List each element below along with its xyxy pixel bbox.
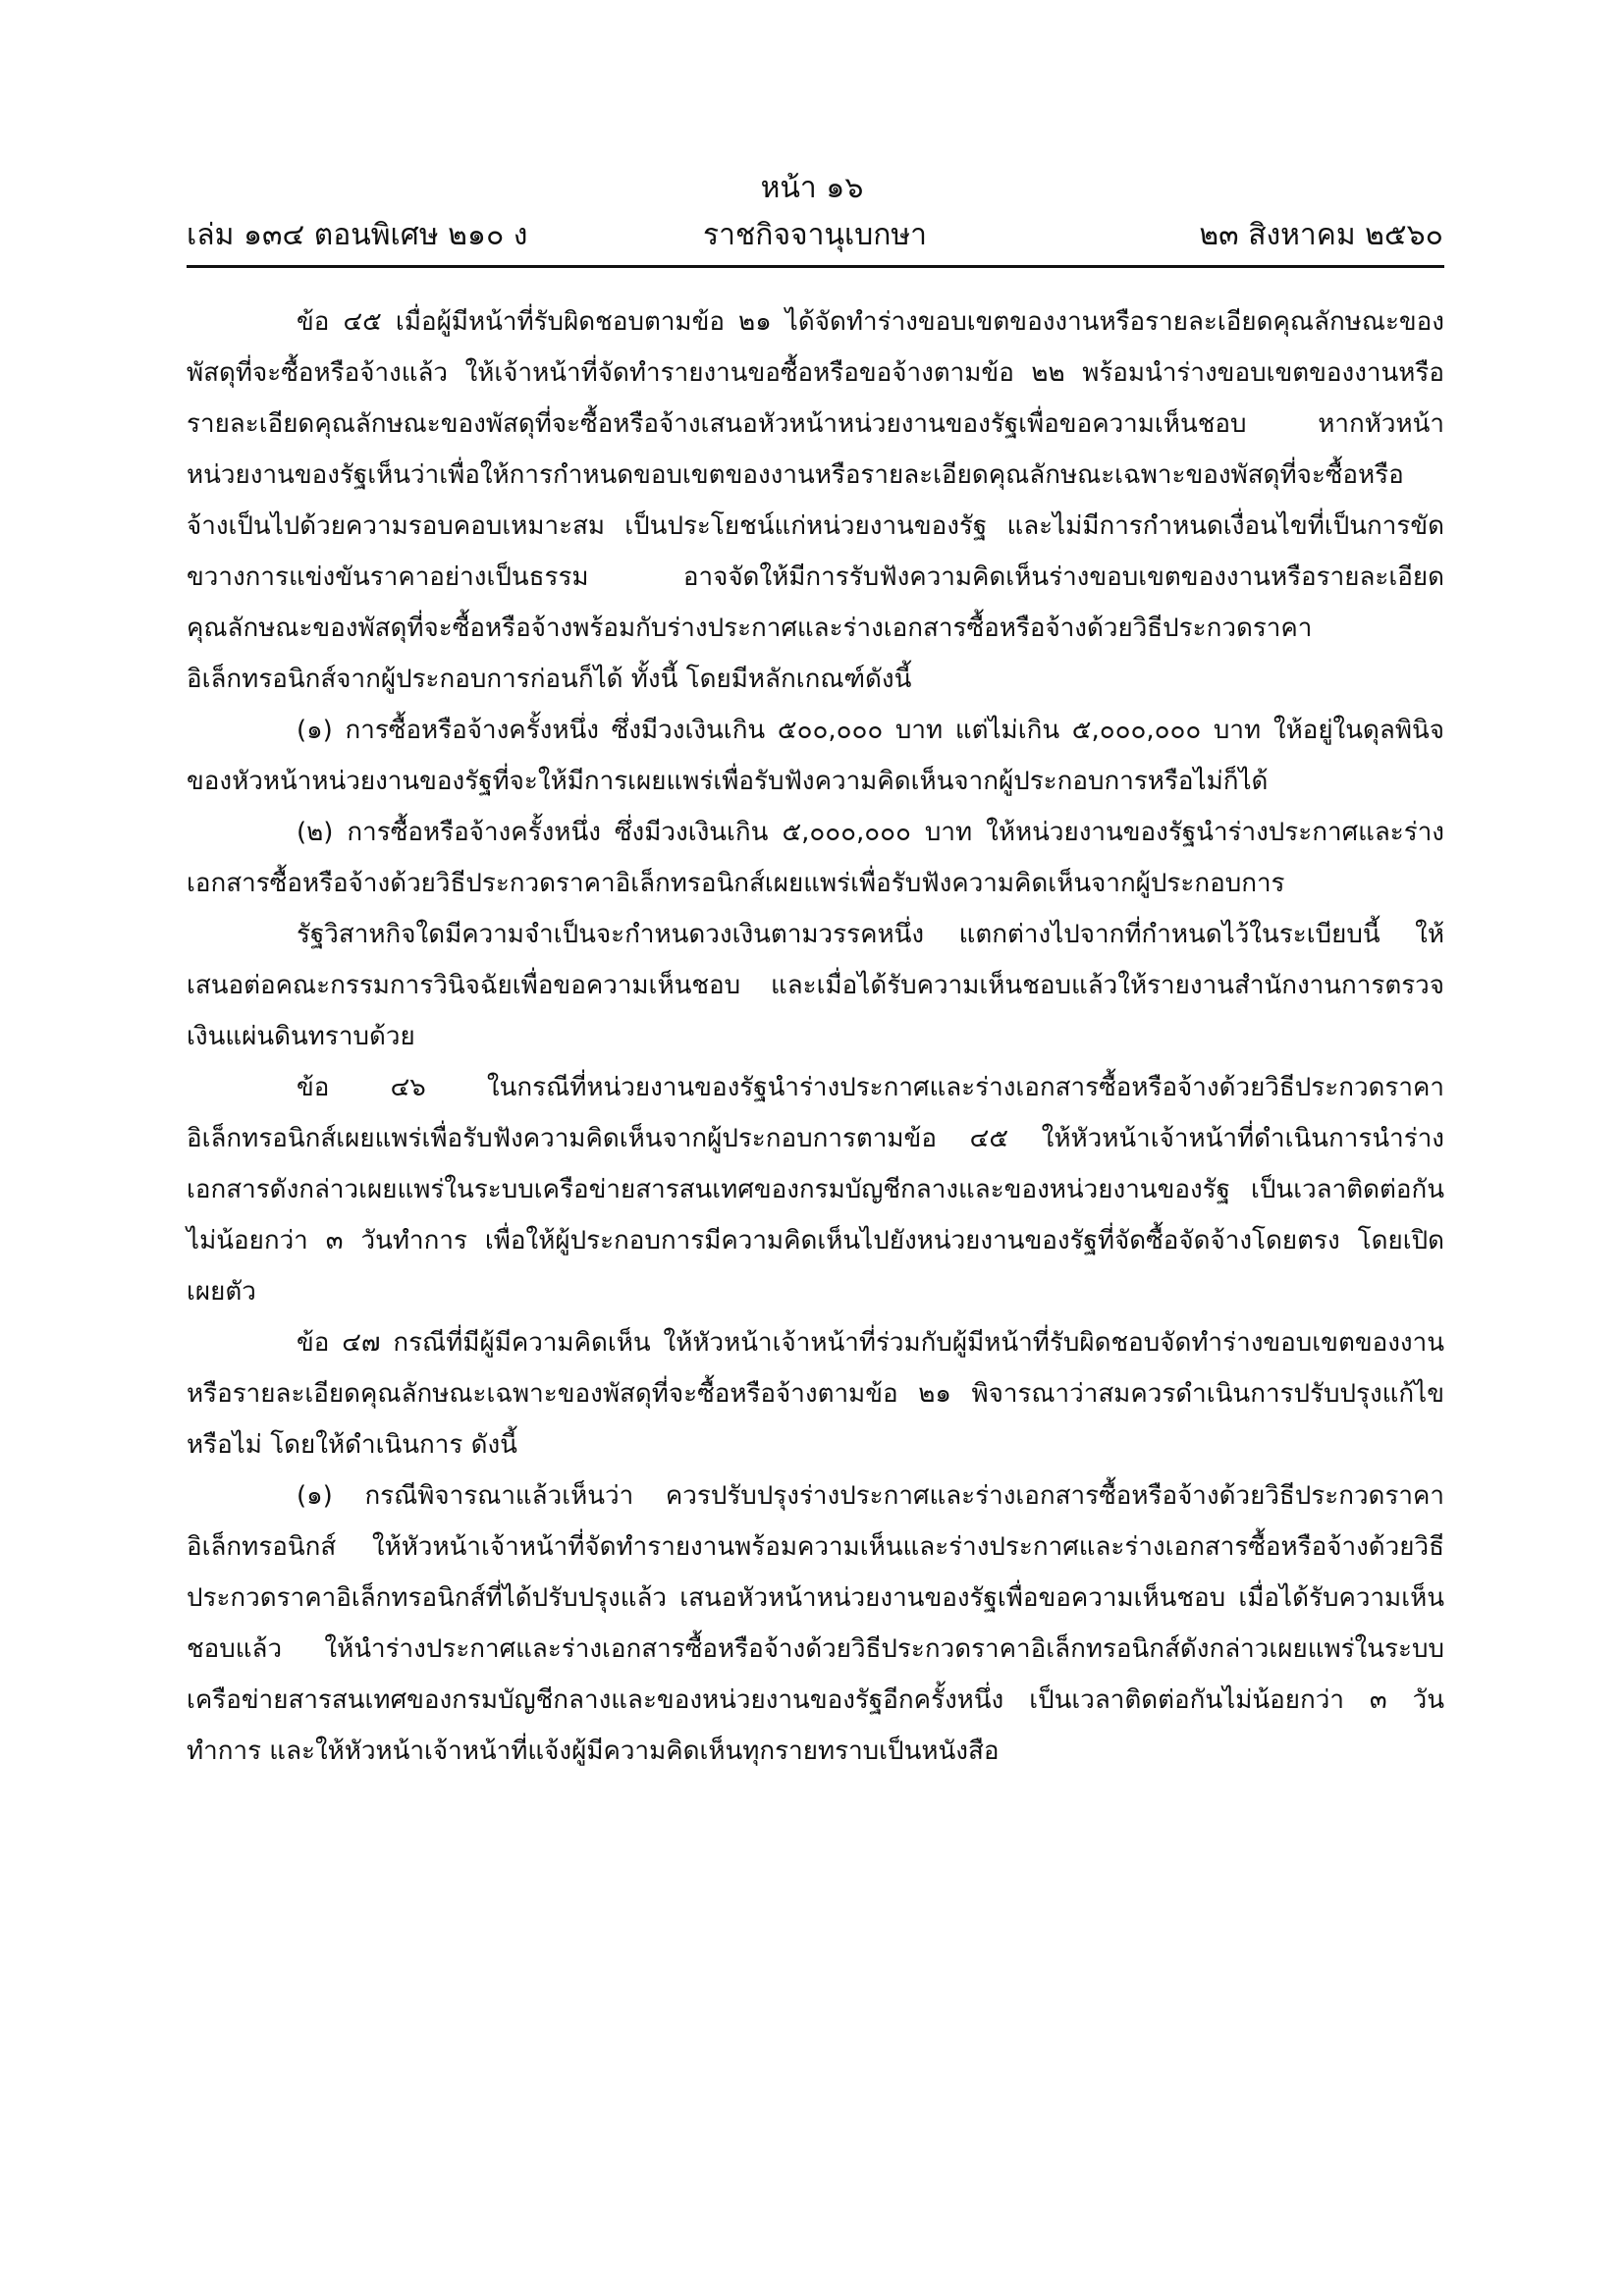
state-enterprise-paragraph: รัฐวิสาหกิจใดมีความจำเป็นจะกำหนดวงเงินตามวรรคหนึ่ง แตกต่างไปจากที่กำหนดไว้ในระเบียบนี้ ให้เสนอต่อคณะกรรมการวินิจฉัยเพื่อขอความเห็นชอบ และเมื่อได้รับความเห็นชอบแล้วให้รายงานสำนักงานการตรวจเงินแผ่นดินทราบด้วย (187, 920, 1444, 1051)
page-number: หน้า ๑๖ (760, 171, 864, 205)
document-body (187, 296, 1444, 1777)
clause-45: ข้อ ๔๕ เมื่อผู้มีหน้าที่รับผิดชอบตามข้อ ๒๑ ได้จัดทำร่างขอบเขตของงานหรือรายละเอียดคุณลักษณะของพัสดุที่จะซื้อหรือจ้างแล้ว ให้เจ้าหน้าที่จัดทำรายงานขอซื้อหรือขอจ้างตามข้อ ๒๒ พร้อมนำร่างขอบเขตของงานหรือรายละเอียดคุณลักษณะของพัสดุที่จะซื้อหรือจ้างเสนอหัวหน้าหน่วยงานของรัฐเพื่อขอความเห็นชอบ หากหัวหน้าหน่วยงานของรัฐเห็นว่าเพื่อให้การกำหนดขอบเขตของงานหรือรายละเอียดคุณลักษณะเฉพาะของพัสดุที่จะซื้อหรือจ้างเป็นไปด้วยความรอบคอบเหมาะสม เป็นประโยชน์แก่หน่วยงานของรัฐ และไม่มีการกำหนดเงื่อนไขที่เป็นการขัดขวางการแข่งขันราคาอย่างเป็นธรรม อาจจัดให้มีการรับฟังความคิดเห็นร่างขอบเขตของงานหรือรายละเอียดคุณลักษณะของพัสดุที่จะซื้อหรือจ้างพร้อมกับร่างประกาศและร่างเอกสารซื้อหรือจ้างด้วยวิธีประกวดราคาอิเล็กทรอนิกส์จากผู้ประกอบการก่อนก็ได้ ทั้งนี้ โดยมีหลักเกณฑ์ดังนี้ (187, 307, 1444, 694)
clause-45-item-1: (๑) การซื้อหรือจ้างครั้งหนึ่ง ซึ่งมีวงเงินเกิน ๕๐๐,๐๐๐ บาท แต่ไม่เกิน ๕,๐๐๐,๐๐๐ บาท ให้อยู่ในดุลพินิจของหัวหน้าหน่วยงานของรัฐที่จะให้มีการเผยแพร่เพื่อรับฟังความคิดเห็นจากผู้ประกอบการหรือไม่ก็ได้ (187, 716, 1444, 796)
running-header (187, 216, 1443, 261)
header-divider (187, 265, 1444, 268)
clause-45-item-2: (๒) การซื้อหรือจ้างครั้งหนึ่ง ซึ่งมีวงเงินเกิน ๕,๐๐๐,๐๐๐ บาท ให้หน่วยงานของรัฐนำร่างประกาศและร่างเอกสารซื้อหรือจ้างด้วยวิธีประกวดราคาอิเล็กทรอนิกส์เผยแพร่เพื่อรับฟังความคิดเห็นจากผู้ประกอบการ (187, 818, 1444, 898)
publication-title: ราชกิจจานุเบกษา (702, 218, 928, 252)
clause-47-item-1: (๑) กรณีพิจารณาแล้วเห็นว่า ควรปรับปรุงร่างประกาศและร่างเอกสารซื้อหรือจ้างด้วยวิธีประกวดราคาอิเล็กทรอนิกส์ ให้หัวหน้าเจ้าหน้าที่จัดทำรายงานพร้อมความเห็นและร่างประกาศและร่างเอกสารซื้อหรือจ้างด้วยวิธีประกวดราคาอิเล็กทรอนิกส์ที่ได้ปรับปรุงแล้ว เสนอหัวหน้าหน่วยงานของรัฐเพื่อขอความเห็นชอบ เมื่อได้รับความเห็นชอบแล้ว ให้นำร่างประกาศและร่างเอกสารซื้อหรือจ้างด้วยวิธีประกวดราคาอิเล็กทรอนิกส์ดังกล่าวเผยแพร่ในระบบเครือข่ายสารสนเทศของกรมบัญชีกลางและของหน่วยงานของรัฐอีกครั้งหนึ่ง เป็นเวลาติดต่อกันไม่น้อยกว่า ๓ วันทำการ และให้หัวหน้าเจ้าหน้าที่แจ้งผู้มีความคิดเห็นทุกรายทราบเป็นหนังสือ (187, 1481, 1444, 1766)
volume-issue: เล่ม ๑๓๔ ตอนพิเศษ ๒๑๐ ง (187, 218, 528, 252)
publication-date: ๒๓ สิงหาคม ๒๕๖๐ (1199, 218, 1443, 252)
clause-47: ข้อ ๔๗ กรณีที่มีผู้มีความคิดเห็น ให้หัวหน้าเจ้าหน้าที่ร่วมกับผู้มีหน้าที่รับผิดชอบจัดทำร่างขอบเขตของงานหรือรายละเอียดคุณลักษณะเฉพาะของพัสดุที่จะซื้อหรือจ้างตามข้อ ๒๑ พิจารณาว่าสมควรดำเนินการปรับปรุงแก้ไขหรือไม่ โดยให้ดำเนินการ ดังนี้ (187, 1328, 1444, 1460)
clause-46: ข้อ ๔๖ ในกรณีที่หน่วยงานของรัฐนำร่างประกาศและร่างเอกสารซื้อหรือจ้างด้วยวิธีประกวดราคาอิเล็กทรอนิกส์เผยแพร่เพื่อรับฟังความคิดเห็นจากผู้ประกอบการตามข้อ ๔๕ ให้หัวหน้าเจ้าหน้าที่ดำเนินการนำร่างเอกสารดังกล่าวเผยแพร่ในระบบเครือข่ายสารสนเทศของกรมบัญชีกลางและของหน่วยงานของรัฐ เป็นเวลาติดต่อกันไม่น้อยกว่า ๓ วันทำการ เพื่อให้ผู้ประกอบการมีความคิดเห็นไปยังหน่วยงานของรัฐที่จัดซื้อจัดจ้างโดยตรง โดยเปิดเผยตัว (187, 1073, 1444, 1307)
